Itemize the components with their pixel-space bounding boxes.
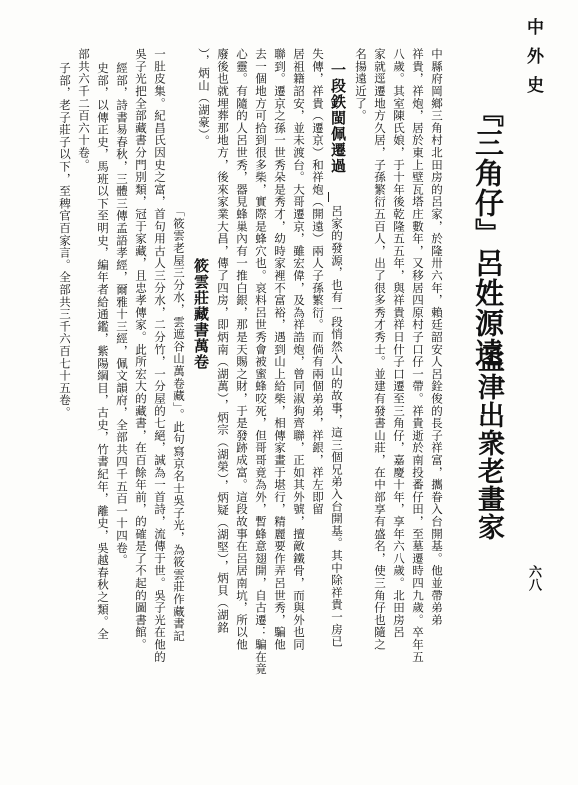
intro-column-3: 八歲。其室陳氏娘，于十年後乾隆五五年，與祥貴祥日什子口遷至三角仔，嘉慶十年，享年六八歲。北田房呂 (392, 48, 406, 639)
section-2-column-7: 子部，老子莊子以下，至稗官百家言。全部共三千六百七十五卷。 (58, 62, 72, 419)
intro-column-4: 家就逕遷地方久居，子孫繁衍五百人，出了很多秀才秀士。並建有發書山莊，在中部享有盛名，使三角仔也隨之 (373, 48, 387, 651)
section-2-column-6: 部共六千二百六十卷。 (77, 48, 91, 171)
section-1-column-4: 聯到。遷京之孫一世秀朵是秀才，幼時家裡不富裕，遇到山上給柴，相傳家畫于堪行，精麗要作弄呂世秀，騙他 (273, 48, 287, 651)
page-number: 六八 (526, 565, 541, 591)
section-2-column-4: 經部，詩書易春秋，三體三傳孟語孝經，爾雅十三經，佩文韻府，全部共四千五百一十四卷。 (115, 62, 129, 567)
section-1-column-5: 去一個地方可拾到很多柴，實際是蜂穴也。哀料呂世秀會被蜜蜂咬死，但哥哥竟為外，暫蜂意翅開，自古遷：騙在竟 (254, 48, 268, 676)
section-1-column-6: 心靈。有隨的人呂世秀，器見蜂巢內有一推白銀，那是天賜之財，于是發跡成富。這段故事在呂居南坑，所以他 (235, 48, 249, 651)
running-header: 中外史 (523, 18, 543, 105)
section-1-column-3: 居祖籍詔安，並未渡台。大哥遷京，雖宏偉，及為祥誥炮，曾同淑狗齊聯，正如其外號，擅敵鐵骨，而與外也同 (292, 48, 306, 651)
intro-column-1: 中縣府岡鄉三角村北田房的呂家，於隆卅六年，賴廷韶安人呂銓俊的長子祥富，攜眷入台開基。他並帶弟弟 (430, 48, 444, 627)
section-1-column-7: 廢後也就埋葬那地方，後來家業大昌，傳了四房，即炳南（湖萬），炳宗（湖榮），炳疑（湖堅），炳貝（湖銘 (216, 48, 230, 634)
section-heading-1: 一段鉄閩佩遷過 (329, 62, 347, 174)
section-2-column-5: 史部，以傳正史，馬班以下至明史，編年者給通鑑，紫陽綱目，古史，竹書紀年，離史，吳越春秋之類。全 (96, 62, 110, 641)
section-heading-2: 筱雲莊藏書萬卷 (192, 258, 210, 370)
section-1-column-8: ），炳山（湖豪）。 (197, 48, 211, 148)
section-2-column-1: 「筱雲老屋三分水，雲遮谷山萬卷藏」。此句寫京名士吳子光，為筱雲莊作藏書記 (172, 205, 186, 643)
section-2-column-2: 一肚皮集。紀昌氏因史之富，首句用古人三分水，二分竹，一分屋的七絕，誠為一首詩，流傳于世。吳子光在他的 (153, 48, 167, 663)
intro-column-5: 名揚遠近了。 (354, 48, 368, 122)
article-title: 『三角仔』呂姓源遠 (471, 98, 505, 368)
intro-column-2: 祥貴，祥炮，居於東上壁瓦塔庄數年，又移居四原村子口仔一帶。祥貴逝於南投番仔田，至墓遷時四九歲。卒年五 (411, 48, 425, 663)
section-1-column-1: 呂家的發源，也有一段悄然入山的故事，這三個兄弟入台開基。其中除祥貴一房已 (330, 205, 344, 648)
section-2-column-3: 吳子光把全部藏書分門別類，冠于家藏，且忠孝傳家。此所宏大的藏書，在百餘年前，的確是了不起的圖書館。 (134, 48, 148, 651)
section-1-column-2: 失傳，祥貴（遷京）和祥炮（開遠）兩人子孫繁衍。而倘有兩個弟弟，祥銀，祥左即留 (311, 48, 325, 516)
heading-1-side-rule (328, 192, 329, 202)
article-author: 孟津出衆老畫家 (473, 345, 504, 541)
